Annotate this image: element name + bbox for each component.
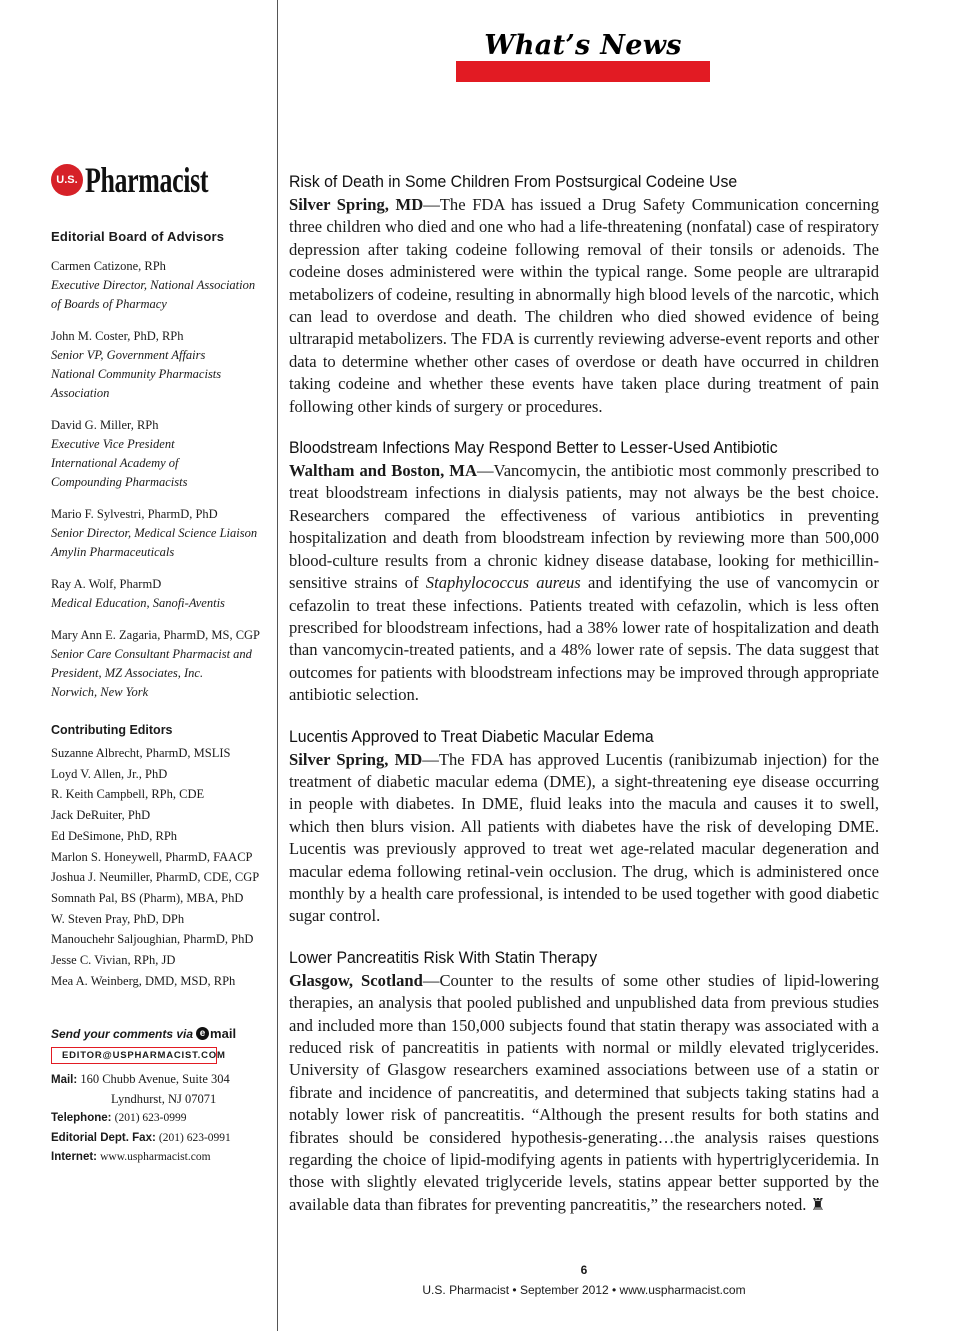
advisor-item — [51, 626, 266, 702]
column-divider — [277, 0, 278, 1331]
article-text: —The FDA has approved Lucentis (ranibizumab injection) for the treatment of diabetic macular edema (DME), a sight-threatening eye disease occurring in people with diabetes. In DME, fluid leaks into the macula and causes it to swell, which then blurs vision. All patients with diabetes have the risk of developing DME. Lucentis was previously approved to treat wet age-related macular degeneration and macular edema following retinal-vein occlusion. The drug, which is administered once monthly by a health care professional, is intended to be used together with good diabetic sugar control. — [289, 749, 879, 926]
advisor-affiliation: Association — [51, 386, 110, 400]
article-text: —The FDA has issued a Drug Safety Communication concerning three children who died and one who had a life-threatening (nonfatal) case of respiratory depression after taking codeine following removal of their tonsils or adenoids. The codeine doses administered were within the typical range. Some people are ultrarapid metabolizers of codeine, resulting in abnormally high blood levels of the narcotic, which can lead to overdose and death. The children who died showed evidence of being ultrarapid metabolizers. The FDA is currently reviewing adverse-event reports and other data to determine whether other cases of overdose or death have occurred in children taking codeine and whether these events have taken place during treatment of pain following other kinds of surgery or procedures. — [289, 195, 879, 416]
end-mark-icon: ♜ — [810, 1194, 826, 1214]
advisor-affiliation: President, MZ Associates, Inc. — [51, 666, 204, 680]
fax-label: Editorial Dept. Fax: — [51, 1131, 156, 1144]
contributor-item: Ed DeSimone, PhD, RPh — [51, 828, 178, 843]
internet-label: Internet: — [51, 1151, 97, 1164]
advisor-affiliation: Senior Care Consultant Pharmacist and — [51, 647, 252, 661]
send-comments-label: Send your comments via — [51, 1026, 194, 1041]
mail-label: Mail: — [51, 1074, 78, 1087]
contrib-title: Contributing Editors — [51, 723, 173, 737]
fax-number: (201) 623-0991 — [158, 1131, 231, 1144]
article-title: Risk of Death in Some Children From Postsurgical Codeine Use — [289, 172, 738, 191]
sidebar — [51, 158, 266, 1167]
article-body — [289, 970, 879, 1216]
advisor-item — [51, 416, 266, 492]
contributor-item: Marlon S. Honeywell, PharmD, FAACP — [51, 849, 253, 864]
advisor-item — [51, 257, 266, 314]
contributor-item: Joshua J. Neumiller, PharmD, CDE, CGP — [51, 870, 260, 885]
article-dateline: Silver Spring, MD — [289, 749, 423, 769]
news-column — [289, 170, 879, 1234]
footer-credit: U.S. Pharmacist • September 2012 • www.uspharmacist.com — [422, 1283, 746, 1297]
article — [289, 170, 879, 418]
advisor-list — [51, 257, 266, 702]
advisor-affiliation: Norwich, New York — [51, 685, 149, 699]
advisor-affiliation: International Academy of — [51, 456, 179, 470]
mail-address-line2: Lyndhurst, NJ 07071 — [111, 1091, 217, 1106]
article-title: Bloodstream Infections May Respond Better to Lesser-Used Antibiotic — [289, 438, 778, 458]
article — [289, 725, 879, 928]
article-title: Lower Pancreatitis Risk With Statin Therapy — [289, 947, 598, 967]
advisor-name: Carmen Catizone, RPh — [51, 259, 166, 273]
advisor-affiliation: Executive Vice President — [51, 437, 175, 451]
advisor-name: Ray A. Wolf, PharmD — [51, 577, 162, 591]
article-dateline: Silver Spring, MD — [289, 195, 424, 214]
advisor-affiliation: Amylin Pharmaceuticals — [51, 545, 175, 559]
contributor-item: Manouchehr Saljoughian, PharmD, PhD — [51, 932, 254, 947]
article-species-name: Staphylococcus aureus — [425, 573, 581, 593]
contributor-item: Suzanne Albrecht, PharmD, MSLIS — [51, 746, 231, 760]
advisor-item — [51, 505, 266, 562]
contributor-list — [51, 743, 266, 991]
article-title: Lucentis Approved to Treat Diabetic Macular Edema — [289, 726, 654, 746]
logo — [51, 158, 266, 202]
logo-name: Pharmacist — [85, 160, 209, 200]
email-logo — [196, 1026, 236, 1041]
contributor-item: Somnath Pal, BS (Pharm), MBA, PhD — [51, 890, 244, 905]
article — [289, 946, 879, 1216]
advisor-affiliation: Executive Director, National Association — [51, 278, 256, 292]
section-title: What’s News — [484, 30, 682, 61]
article-dateline: Glasgow, Scotland — [289, 970, 423, 990]
phone-number: (201) 623-0999 — [114, 1112, 187, 1125]
advisor-affiliation: Senior VP, Government Affairs — [51, 348, 206, 362]
logo-mark: U.S. — [51, 164, 83, 196]
advisor-name: Mario F. Sylvestri, PharmD, PhD — [51, 507, 218, 521]
article-text: —Counter to the results of some other studies of lipid-lowering therapies, an analysis that pooled published and unpublished data from previous studies and included more than 150,000 subjects found that statin therapy was associated with a reduced risk of pancreatitis in patients with normal or mildly elevated triglycerides. University of Glasgow researchers examined associations between use of a statin or fibrate and incidence of pancreatitis, and determined that subjects taking statins had a notably lower risk of pancreatitis. “Although the present results for both statins and fibrates should be considered hypothesis-generating…the analysis raises questions regarding the choice of lipid-modifying agents in patients with hypertriglyceridemia. In those with slightly elevated triglyceride levels, statins appear better supported by the available data than fibrates for preventing pancreatitis,” the researchers noted. — [289, 970, 879, 1214]
advisor-item — [51, 575, 266, 613]
email-word: mail — [210, 1026, 237, 1042]
contributor-item: Jack DeRuiter, PhD — [51, 808, 151, 823]
contributor-item: Jesse C. Vivian, RPh, JD — [51, 953, 176, 968]
board-title: Editorial Board of Advisors — [51, 229, 225, 244]
email-icon: e — [196, 1027, 209, 1040]
section-title-bar — [456, 61, 710, 82]
contributor-item: R. Keith Campbell, RPh, CDE — [51, 787, 205, 802]
article-text: and identifying the use of vancomycin or cefazolin to treat these infections. Patients treated with cefazolin, which is less often prescribed for bloodstream infections, had a 38% lower rate of hospitalization and death than vancomycin-treated patients, and a 48% lower rate of sepsis. The data suggest that outcomes for patients with bloodstream infections may be improved through appropriate antibiotic selection. — [289, 573, 880, 705]
advisor-item — [51, 327, 266, 403]
advisor-name: John M. Coster, PhD, RPh — [51, 329, 184, 343]
contributor-item: Mea A. Weinberg, DMD, MSD, RPh — [51, 973, 236, 988]
website-link[interactable]: www.uspharmacist.com — [100, 1151, 211, 1164]
contributor-item: Loyd V. Allen, Jr., PhD — [51, 766, 168, 781]
email-address-link[interactable]: EDITOR@USPHARMACIST.COM — [51, 1047, 217, 1064]
contributor-item: W. Steven Pray, PhD, DPh — [51, 911, 185, 926]
article-body — [289, 460, 879, 706]
article-body — [289, 194, 879, 418]
advisor-name: Mary Ann E. Zagaria, PharmD, MS, CGP — [51, 628, 261, 642]
advisor-affiliation: Senior Director, Medical Science Liaison — [51, 526, 258, 540]
page-number: 6 — [580, 1263, 588, 1277]
article-dateline: Waltham and Boston, MA — [289, 461, 477, 481]
article — [289, 436, 879, 706]
advisor-affiliation: National Community Pharmacists — [51, 367, 222, 381]
advisor-affiliation: Compounding Pharmacists — [51, 475, 188, 489]
send-comments — [51, 1026, 266, 1041]
contact-info — [51, 1070, 266, 1167]
article-body — [289, 749, 879, 928]
advisor-affiliation: Medical Education, Sanofi-Aventis — [51, 596, 225, 610]
mail-address-line1: 160 Chubb Avenue, Suite 304 — [80, 1072, 230, 1087]
advisor-affiliation: of Boards of Pharmacy — [51, 297, 167, 311]
article-text: —Vancomycin, the antibiotic most commonly prescribed to treat bloodstream infections in dialysis patients, may not always be the best choice. Researchers compared the effectiveness of various antibiotics in preventing hospitalization and death from bloodstream infection by reviewing more than 500,000 blood-culture results from a chronic kidney disease database, looking for methicillin-sensitive strains of — [289, 461, 879, 593]
phone-label: Telephone: — [51, 1112, 112, 1125]
advisor-name: David G. Miller, RPh — [51, 418, 159, 432]
